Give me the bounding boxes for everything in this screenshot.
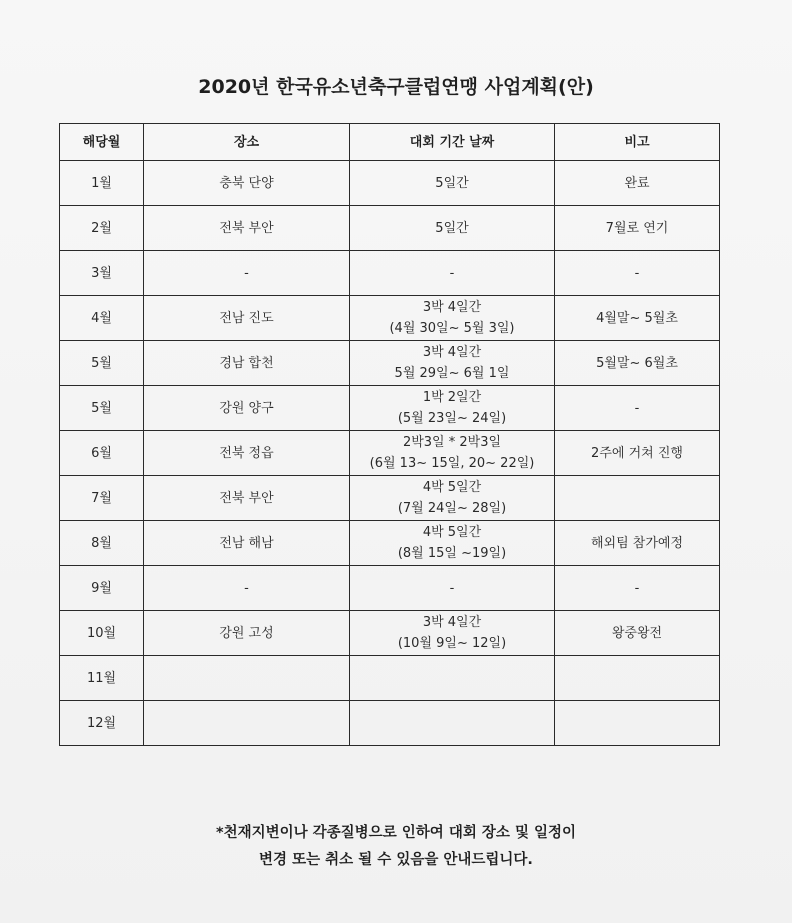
table-row bbox=[60, 701, 720, 746]
cell-month: 9월 bbox=[60, 566, 144, 611]
cell-note: - bbox=[555, 386, 720, 431]
cell-dates bbox=[350, 701, 555, 746]
cell-place: - bbox=[144, 251, 350, 296]
table-row bbox=[60, 251, 720, 296]
cell-month: 10월 bbox=[60, 611, 144, 656]
table-row bbox=[60, 431, 720, 476]
cell-place bbox=[144, 656, 350, 701]
cell-month: 1월 bbox=[60, 161, 144, 206]
table-row bbox=[60, 656, 720, 701]
notice-text bbox=[0, 820, 792, 874]
cell-place: 전북 부안 bbox=[144, 476, 350, 521]
date-line: (10월 9일~ 12일) bbox=[397, 636, 507, 651]
cell-dates bbox=[350, 566, 555, 611]
cell-note: 2주에 거쳐 진행 bbox=[555, 431, 720, 476]
cell-place: 경남 합천 bbox=[144, 341, 350, 386]
date-line: 4박 5일간 bbox=[422, 525, 482, 540]
cell-place bbox=[144, 701, 350, 746]
cell-note: 5월말~ 6월초 bbox=[555, 341, 720, 386]
date-line: - bbox=[449, 580, 455, 596]
cell-note bbox=[555, 656, 720, 701]
cell-dates bbox=[350, 161, 555, 206]
cell-note bbox=[555, 476, 720, 521]
date-line: (7월 24일~ 28일) bbox=[397, 501, 507, 516]
cell-month: 3월 bbox=[60, 251, 144, 296]
table-row bbox=[60, 611, 720, 656]
cell-place: 강원 양구 bbox=[144, 386, 350, 431]
table-row bbox=[60, 566, 720, 611]
cell-month: 5월 bbox=[60, 386, 144, 431]
cell-note: 완료 bbox=[555, 161, 720, 206]
cell-month: 11월 bbox=[60, 656, 144, 701]
cell-note: 7월로 연기 bbox=[555, 206, 720, 251]
date-line: - bbox=[449, 265, 455, 281]
cell-note: 왕중왕전 bbox=[555, 611, 720, 656]
schedule-table-header bbox=[60, 124, 720, 161]
schedule-table bbox=[59, 123, 720, 746]
cell-dates bbox=[350, 206, 555, 251]
cell-place: 전북 정읍 bbox=[144, 431, 350, 476]
cell-dates bbox=[350, 431, 555, 476]
date-line: 5일간 bbox=[435, 220, 469, 236]
notice-line-2: 변경 또는 취소 될 수 있음을 안내드립니다. bbox=[259, 852, 533, 868]
cell-note: - bbox=[555, 251, 720, 296]
table-row bbox=[60, 296, 720, 341]
table-row bbox=[60, 386, 720, 431]
date-line: (5월 23일~ 24일) bbox=[397, 411, 507, 426]
date-line: (8월 15일 ~19일) bbox=[397, 546, 507, 561]
table-row bbox=[60, 521, 720, 566]
cell-place: - bbox=[144, 566, 350, 611]
header-row bbox=[60, 124, 720, 161]
cell-dates bbox=[350, 386, 555, 431]
date-line: 1박 2일간 bbox=[422, 390, 482, 405]
table-row bbox=[60, 161, 720, 206]
schedule-table-body bbox=[60, 161, 720, 746]
date-line: (4월 30일~ 5월 3일) bbox=[389, 321, 515, 336]
table-row bbox=[60, 206, 720, 251]
cell-note: 4월말~ 5월초 bbox=[555, 296, 720, 341]
cell-month: 7월 bbox=[60, 476, 144, 521]
cell-dates bbox=[350, 476, 555, 521]
cell-place: 전남 해남 bbox=[144, 521, 350, 566]
header-note: 비고 bbox=[555, 124, 720, 161]
cell-dates bbox=[350, 251, 555, 296]
table-row bbox=[60, 341, 720, 386]
cell-place: 전남 진도 bbox=[144, 296, 350, 341]
page-title: 2020년 한국유소년축구클럽연맹 사업계획(안) bbox=[198, 76, 594, 98]
date-line: 3박 4일간 bbox=[422, 345, 482, 360]
cell-dates bbox=[350, 611, 555, 656]
date-line: 4박 5일간 bbox=[422, 480, 482, 495]
date-line: 3박 4일간 bbox=[422, 300, 482, 315]
date-line: 2박3일 * 2박3일 bbox=[402, 435, 502, 450]
date-line: 3박 4일간 bbox=[422, 615, 482, 630]
date-line: 5월 29일~ 6월 1일 bbox=[394, 366, 510, 381]
notice-line-1: *천재지변이나 각종질병으로 인하여 대회 장소 및 일정이 bbox=[215, 825, 577, 841]
cell-month: 4월 bbox=[60, 296, 144, 341]
date-line: 5일간 bbox=[435, 175, 469, 191]
cell-dates bbox=[350, 341, 555, 386]
header-place: 장소 bbox=[144, 124, 350, 161]
header-dates: 대회 기간 날짜 bbox=[350, 124, 555, 161]
cell-month: 2월 bbox=[60, 206, 144, 251]
table-row bbox=[60, 476, 720, 521]
cell-month: 6월 bbox=[60, 431, 144, 476]
cell-dates bbox=[350, 296, 555, 341]
cell-dates bbox=[350, 521, 555, 566]
cell-month: 5월 bbox=[60, 341, 144, 386]
cell-place: 전북 부안 bbox=[144, 206, 350, 251]
cell-note bbox=[555, 701, 720, 746]
cell-dates bbox=[350, 656, 555, 701]
cell-note: 해외팀 참가예정 bbox=[555, 521, 720, 566]
cell-note: - bbox=[555, 566, 720, 611]
cell-month: 8월 bbox=[60, 521, 144, 566]
cell-place: 강원 고성 bbox=[144, 611, 350, 656]
cell-month: 12월 bbox=[60, 701, 144, 746]
cell-place: 충북 단양 bbox=[144, 161, 350, 206]
date-line: (6월 13~ 15일, 20~ 22일) bbox=[369, 456, 535, 471]
header-month: 해당월 bbox=[60, 124, 144, 161]
